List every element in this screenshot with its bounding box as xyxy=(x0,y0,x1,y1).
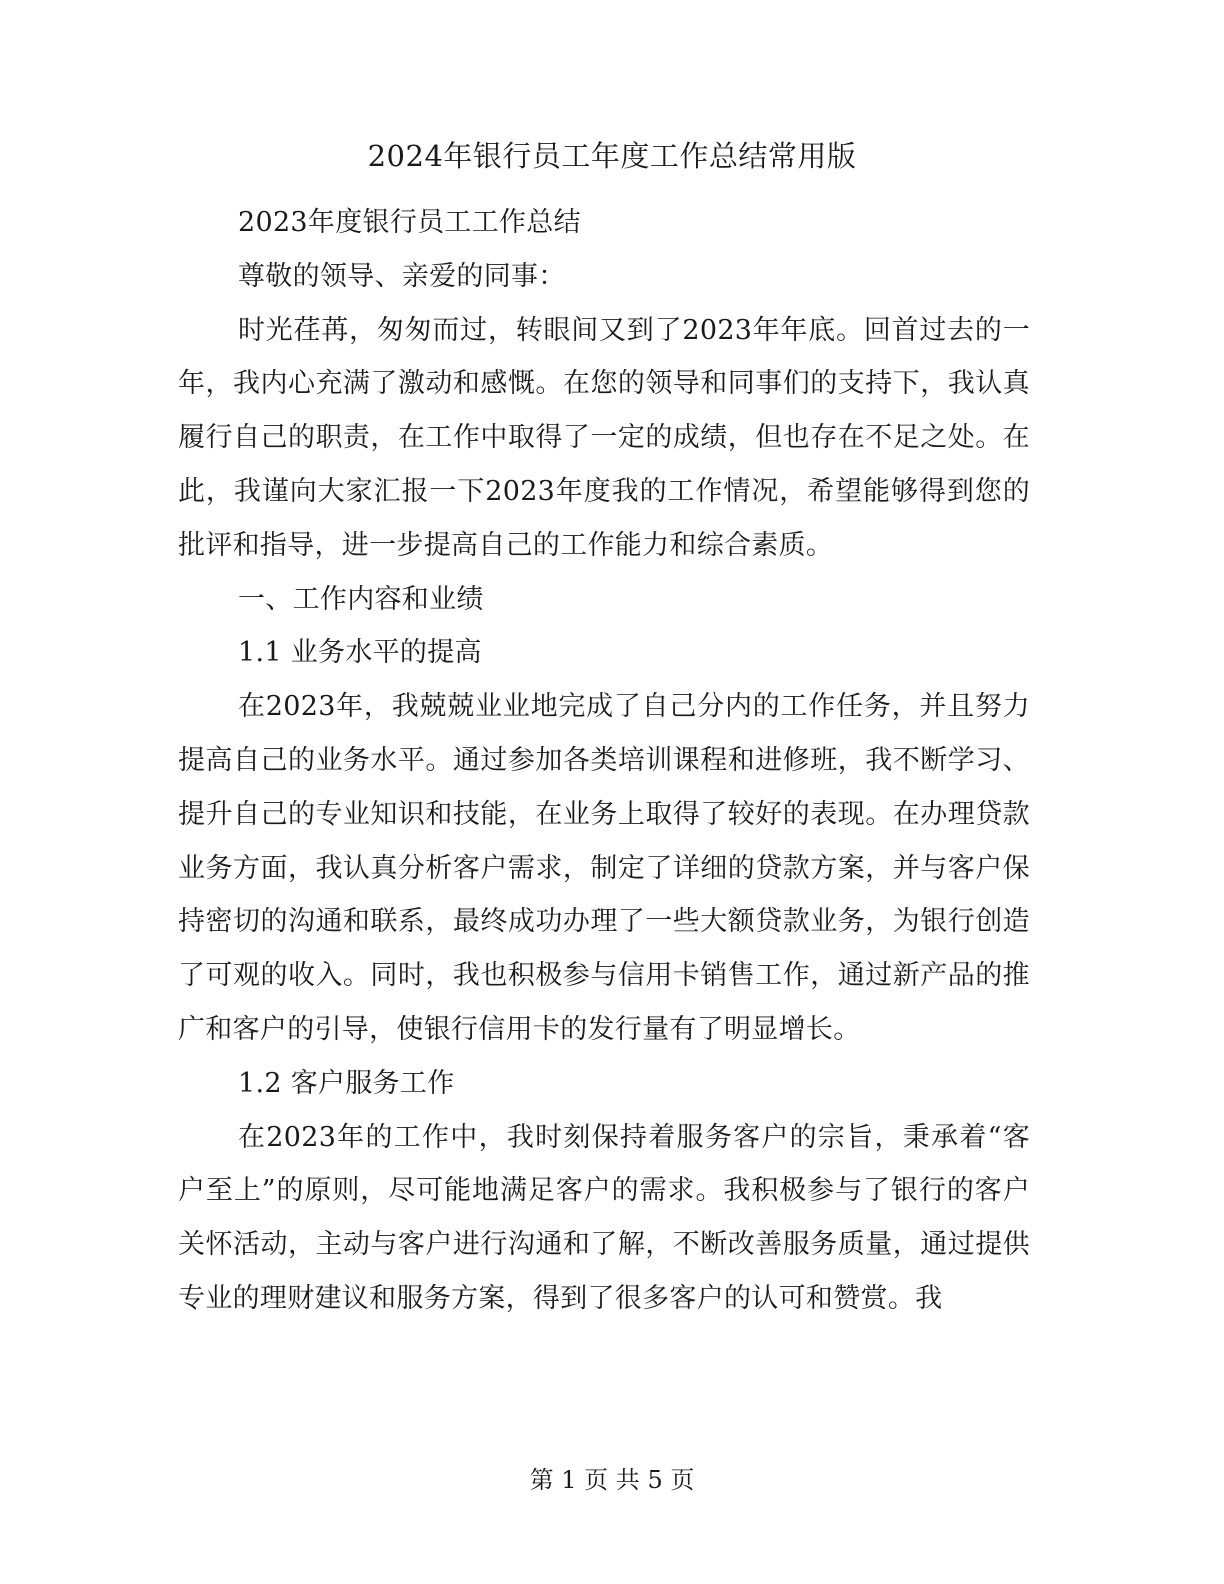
salutation-paragraph: 尊敬的领导、亲爱的同事： xyxy=(238,260,566,292)
intro-paragraph: 时光荏苒，匆匆而过，转眼间又到了2023年年底。回首过去的一年，我内心充满了激动和感慨。在您的领导和同事们的支持下，我认真履行自己的职责，在工作中取得了一定的成绩，但也存在不足之处。在此，我谨向大家汇报一下2023年度我的工作情况，希望能够得到您的批评和指导，进一步提高自己的工作能力和综合素质。 xyxy=(178,314,1030,561)
subsection-heading-1-1: 1.1 业务水平的提高 xyxy=(238,637,482,669)
subtitle-paragraph: 2023年度银行员工工作总结 xyxy=(238,207,581,238)
subsection-heading-1-2: 1.2 客户服务工作 xyxy=(238,1067,455,1099)
document-body xyxy=(178,196,1030,1326)
business-paragraph: 在2023年，我兢兢业业地完成了自己分内的工作任务，并且努力提高自己的业务水平。通过参加各类培训课程和进修班，我不断学习、提升自己的专业知识和技能，在业务上取得了较好的表现。在办理贷款业务方面，我认真分析客户需求，制定了详细的贷款方案，并与客户保持密切的沟通和联系，最终成功办理了一些大额贷款业务，为银行创造了可观的收入。同时，我也积极参与信用卡销售工作，通过新产品的推广和客户的引导，使银行信用卡的发行量有了明显增长。 xyxy=(178,691,1030,1045)
page-number-footer: 第 1 页 共 5 页 xyxy=(529,1466,695,1494)
document-title: 2024年银行员工年度工作总结常用版 xyxy=(367,139,857,173)
service-paragraph: 在2023年的工作中，我时刻保持着服务客户的宗旨，秉承着“客户至上”的原则，尽可能地满足客户的需求。我积极参与了银行的客户关怀活动，主动与客户进行沟通和了解，不断改善服务质量，通过提供专业的理财建议和服务方案，得到了很多客户的认可和赞赏。我 xyxy=(178,1121,1030,1314)
section-heading-1: 一、工作内容和业绩 xyxy=(238,583,484,615)
